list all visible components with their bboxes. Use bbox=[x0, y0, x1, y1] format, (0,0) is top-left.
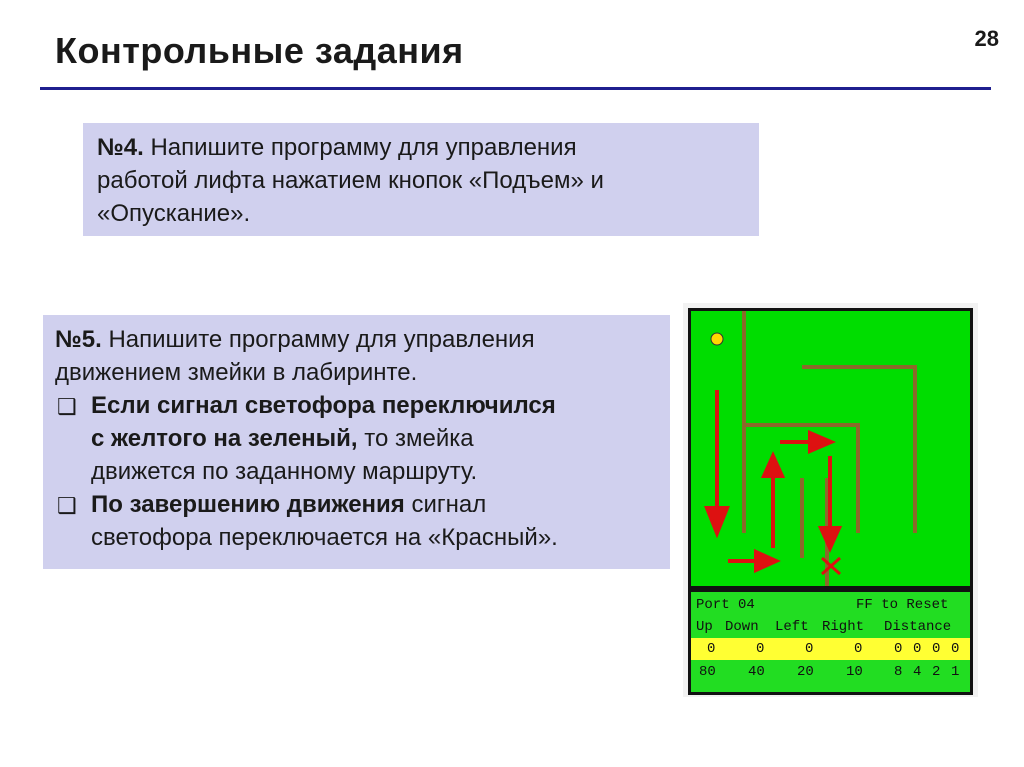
task4-number: №4. bbox=[97, 134, 144, 161]
weight-cell: 4 bbox=[913, 664, 922, 680]
page-number: 28 bbox=[974, 26, 999, 51]
value-cell: 0 bbox=[894, 641, 903, 657]
task5-bullet-2 bbox=[55, 488, 658, 554]
weight-cell: 20 bbox=[797, 664, 814, 680]
port-label: Port 04 bbox=[696, 597, 755, 613]
bullet2-plain-2: светофора переключается на «Красный». bbox=[91, 524, 558, 551]
panel-row-weights bbox=[691, 661, 970, 683]
task4-line2: работой лифта нажатием кнопок «Подъем» и bbox=[97, 167, 604, 194]
slide-title: Контрольные задания bbox=[55, 30, 464, 71]
value-cell: 0 bbox=[756, 641, 765, 657]
panel-row-headers bbox=[691, 616, 970, 638]
task5-line1 bbox=[55, 323, 658, 356]
maze-svg bbox=[688, 308, 973, 589]
weight-cell: 40 bbox=[748, 664, 765, 680]
checkbox-bullet-icon: ❑ bbox=[57, 493, 77, 518]
checkbox-bullet-icon: ❑ bbox=[57, 394, 77, 419]
task5-bullet-1 bbox=[55, 389, 658, 488]
bullet1-plain-3: движется по заданному маршруту. bbox=[91, 458, 478, 485]
task4-line1 bbox=[97, 131, 745, 164]
bullet2-plain-1: сигнал bbox=[404, 491, 487, 518]
value-cell: 0 bbox=[913, 641, 922, 657]
panel-row-values bbox=[691, 638, 970, 660]
header-right: Right bbox=[822, 619, 865, 635]
title-underline bbox=[40, 87, 991, 90]
snake-ball-icon bbox=[711, 333, 723, 345]
task4-box bbox=[83, 123, 759, 236]
value-cell: 0 bbox=[951, 641, 960, 657]
header-up: Up bbox=[696, 619, 713, 635]
weight-cell: 10 bbox=[846, 664, 863, 680]
value-cell: 0 bbox=[932, 641, 941, 657]
weight-cell: 1 bbox=[951, 664, 960, 680]
value-cell: 0 bbox=[854, 641, 863, 657]
value-cell: 0 bbox=[707, 641, 716, 657]
weight-cell: 8 bbox=[894, 664, 903, 680]
task5-number: №5. bbox=[55, 326, 102, 353]
bullet1-bold-2: с желтого на зеленый, bbox=[91, 425, 358, 452]
bullet2-bold-1: По завершению движения bbox=[91, 491, 405, 518]
reset-label: FF to Reset bbox=[856, 597, 949, 613]
header-left: Left bbox=[775, 619, 809, 635]
value-cell: 0 bbox=[805, 641, 814, 657]
bullet1-plain-2: то змейка bbox=[357, 425, 474, 452]
panel-row-labels bbox=[691, 594, 970, 616]
task5-text-1: Напишите программу для управления bbox=[101, 326, 535, 353]
task5-line2: движением змейки в лабиринте. bbox=[55, 359, 418, 386]
task4-line3: «Опускание». bbox=[97, 200, 251, 227]
port-panel bbox=[688, 589, 973, 695]
header-down: Down bbox=[725, 619, 759, 635]
task5-box bbox=[43, 315, 670, 569]
task4-text-1: Напишите программу для управления bbox=[143, 134, 577, 161]
weight-cell: 80 bbox=[699, 664, 716, 680]
maze-field bbox=[688, 308, 973, 589]
bullet1-bold-1: Если сигнал светофора переключился bbox=[91, 392, 556, 419]
weight-cell: 2 bbox=[932, 664, 941, 680]
header-distance: Distance bbox=[884, 619, 952, 635]
